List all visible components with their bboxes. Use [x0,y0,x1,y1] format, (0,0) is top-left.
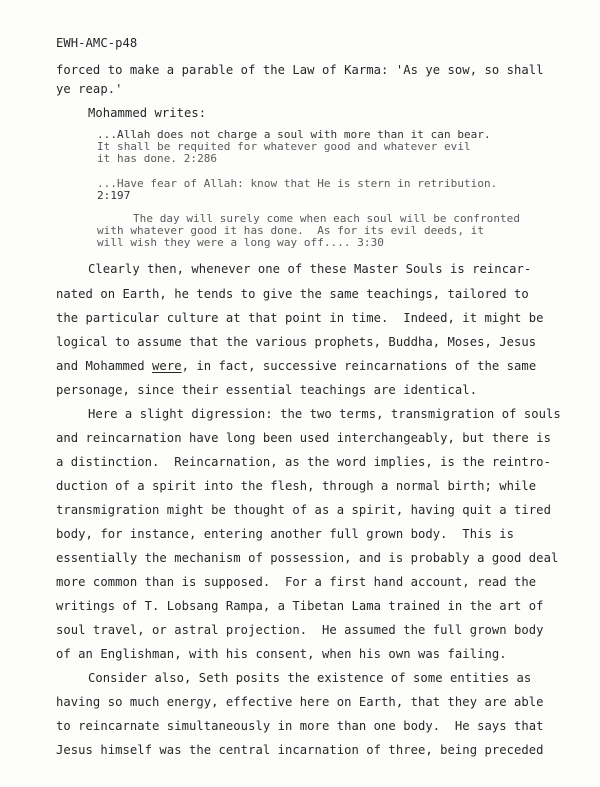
text-span: and Mohammed [56,359,153,373]
text-line: writings of T. Lobsang Rampa, a Tibetan Lama trained in the art of [56,599,544,613]
text-line: Clearly then, whenever one of these Master Souls is reincar- [88,262,532,276]
text-line: soul travel, or astral projection. He assumed the full grown body [56,623,544,637]
page-id-header: EWH-AMC-p48 [56,36,138,50]
text-line [56,359,536,373]
text-line: to reincarnate simultaneously in more than one body. He says that [56,719,544,733]
text-line: forced to make a parable of the Law of Karma: 'As ye sow, so shall [56,63,544,77]
text-line: essentially the mechanism of possession, and is probably a good deal [56,551,559,565]
text-line: Mohammed writes: [88,106,207,120]
quote-line: ...Allah does not charge a soul with more than it can bear. [97,128,491,141]
quote-line: with whatever good it has done. As for its evil deeds, it [97,224,485,237]
text-line: of an Englishman, with his consent, when his own was failing. [56,647,507,661]
quote-line: ...Have fear of Allah: know that He is stern in retribution. [97,177,498,190]
text-line: a distinction. Reincarnation, as the word implies, is the reintro- [56,455,551,469]
text-line: and reincarnation have long been used interchangeably, but there is [56,431,551,445]
quote-line: will wish they were a long way off.... 3:30 [97,236,384,249]
text-line: more common than is supposed. For a first hand account, read the [56,575,537,589]
text-line: ye reap.' [56,82,123,96]
text-line: personage, since their essential teachings are identical. [56,383,478,397]
text-line: Here a slight digression: the two terms, transmigration of souls [88,407,561,421]
quote-line: 2:197 [97,189,131,202]
text-line: having so much energy, effective here on Earth, that they are able [56,695,544,709]
quote-line: it has done. 2:286 [97,152,218,165]
quote-line: It shall be requited for whatever good and whatever evil [97,140,471,153]
text-line: the particular culture at that point in time. Indeed, it might be [56,311,544,325]
text-line: nated on Earth, he tends to give the same teachings, tailored to [56,287,529,301]
text-line: body, for instance, entering another full grown body. This is [56,527,515,541]
text-line: logical to assume that the various prophets, Buddha, Moses, Jesus [56,335,537,349]
quote-line: The day will surely come when each soul will be confronted [133,212,521,225]
text-line: Consider also, Seth posits the existence of some entities as [88,671,532,685]
text-span: , in fact, successive reincarnations of the same [181,359,537,373]
underlined-word: were [152,359,182,373]
text-line: duction of a spirit into the flesh, through a normal birth; while [56,479,537,493]
text-line: Jesus himself was the central incarnation of three, being preceded [56,743,544,757]
text-line: transmigration might be thought of as a spirit, having quit a tired [56,503,551,517]
